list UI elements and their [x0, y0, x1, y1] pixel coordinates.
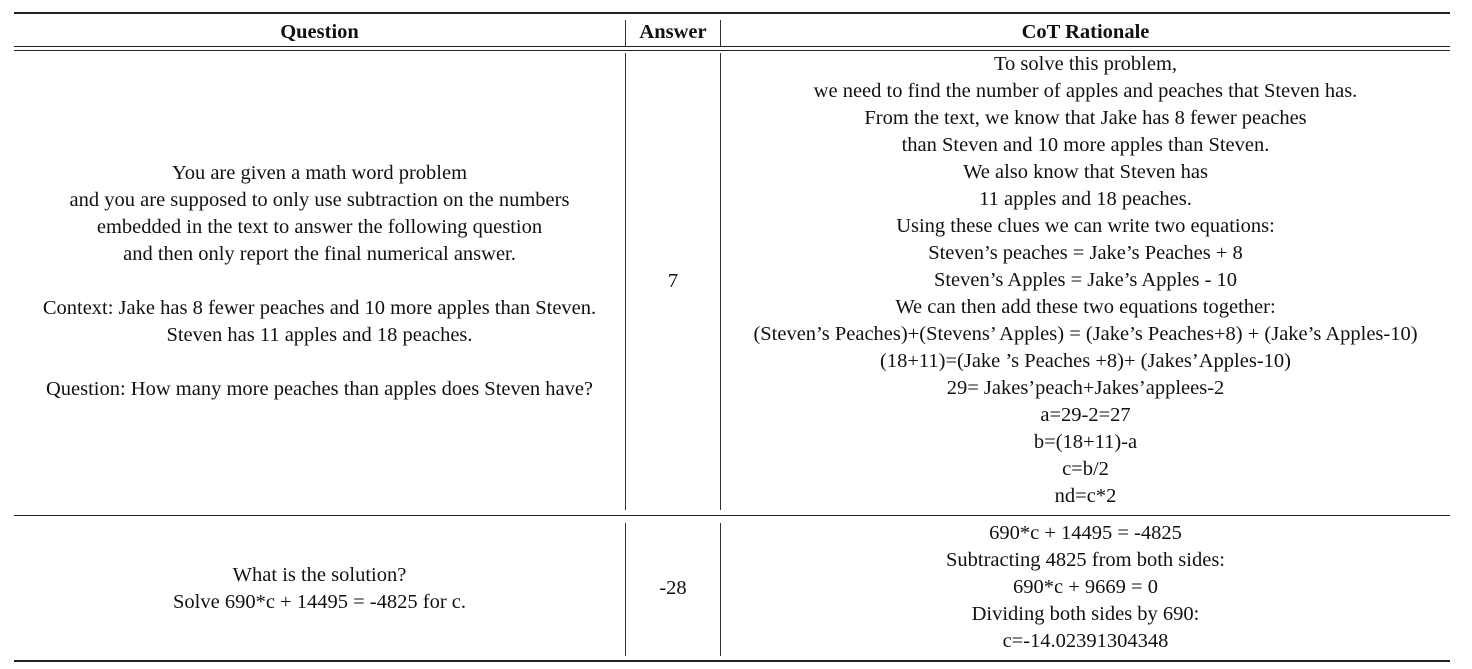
answer-value: 7 — [667, 270, 679, 292]
question-line: Solve 690*c + 14495 = -4825 for c. — [173, 590, 466, 613]
rationale-line: From the text, we know that Jake has 8 fewer peaches — [864, 107, 1307, 129]
question-line: Question: How many more peaches than apples does Steven have? — [45, 378, 594, 400]
rationale-line: We can then add these two equations together: — [895, 296, 1276, 318]
rationale-line: Steven’s peaches = Jake’s Peaches + 8 — [928, 242, 1243, 264]
rationale-line: 11 apples and 18 peaches. — [979, 188, 1192, 210]
question-line — [14, 349, 625, 376]
rationale-line: a=29-2=27 — [1040, 404, 1131, 426]
rationale-line: than Steven and 10 more apples than Steven. — [901, 134, 1270, 156]
rationale-line: c=b/2 — [1062, 458, 1109, 480]
row-separator-rule — [14, 515, 1450, 516]
question-line: embedded in the text to answer the following question — [96, 216, 543, 238]
question-line: and you are supposed to only use subtraction on the numbers — [69, 189, 570, 211]
rationale-line: Dividing both sides by 690: — [971, 603, 1200, 625]
row2-rationale-cell — [721, 520, 1450, 655]
question-line: What is the solution? — [232, 563, 407, 586]
question-line: Context: Jake has 8 fewer peaches and 10 more apples than Steven. — [42, 297, 597, 319]
rationale-line: b=(18+11)-a — [1033, 431, 1138, 453]
rationale-line: c=-14.02391304348 — [1002, 630, 1169, 652]
row2-answer-cell — [626, 521, 720, 656]
rationale-line: To solve this problem, — [993, 53, 1178, 75]
question-line: and then only report the final numerical answer. — [123, 243, 516, 265]
bottom-rule — [14, 660, 1450, 662]
header-answer: Answer — [639, 21, 707, 43]
rationale-line: nd=c*2 — [1054, 485, 1117, 507]
rationale-line: (Steven’s Peaches)+(Stevens’ Apples) = (Jake’s Peaches+8) + (Jake’s Apples-10) — [753, 323, 1418, 345]
question-line: You are given a math word problem — [171, 162, 468, 184]
rationale-line: we need to find the number of apples and peaches that Steven has. — [813, 80, 1358, 102]
answer-value: -28 — [659, 577, 687, 599]
row1-question-cell — [14, 52, 625, 511]
top-rule — [14, 12, 1450, 14]
question-line — [14, 268, 625, 295]
rationale-line: (18+11)=(Jake ’s Peaches +8)+ (Jakes’Apples-10) — [880, 350, 1291, 372]
question-line: Steven has 11 apples and 18 peaches. — [166, 324, 473, 346]
rationale-line: Using these clues we can write two equations: — [896, 215, 1275, 237]
row1-answer-cell — [626, 52, 720, 511]
row1-rationale-cell — [721, 51, 1450, 510]
rationale-line: 690*c + 14495 = -4825 — [989, 522, 1182, 544]
header-question: Question — [280, 21, 359, 43]
header-double-rule-upper — [14, 46, 1450, 47]
rationale-line: We also know that Steven has — [963, 161, 1208, 183]
header-rationale: CoT Rationale — [1021, 21, 1150, 43]
rationale-line: 690*c + 9669 = 0 — [1013, 576, 1158, 598]
rationale-line: Subtracting 4825 from both sides: — [945, 549, 1225, 571]
rationale-line: 29= Jakes’peach+Jakes’applees-2 — [946, 377, 1225, 399]
row2-question-cell — [14, 521, 625, 656]
rationale-line: Steven’s Apples = Jake’s Apples - 10 — [933, 269, 1238, 291]
